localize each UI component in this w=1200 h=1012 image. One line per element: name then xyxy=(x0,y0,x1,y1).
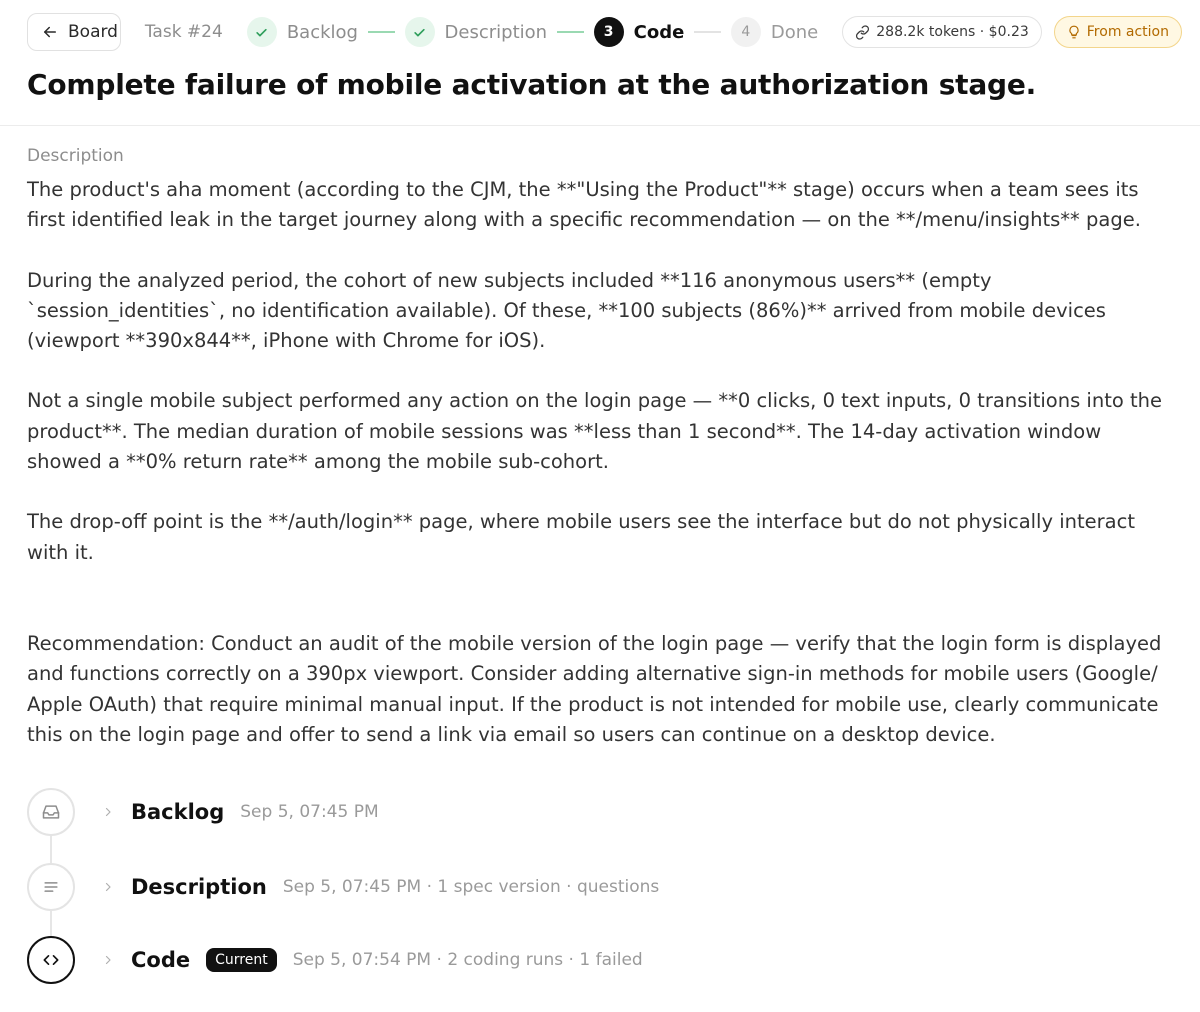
check-icon xyxy=(405,17,435,47)
timeline-item-backlog[interactable] xyxy=(27,788,379,836)
description-paragraph: During the analyzed period, the cohort of new subjects included **116 anonymous users** (empty `session_identities`, no identification available). Of these, **100 subjects (86%)** arrived from mobile devices (viewport **390x844**, iPhone with Chrome for iOS). xyxy=(27,268,1106,353)
step-number: 3 xyxy=(594,17,624,47)
step-label: Code xyxy=(633,21,685,43)
header-divider xyxy=(0,125,1200,126)
step-label: Done xyxy=(770,21,819,43)
chevron-right-icon[interactable] xyxy=(101,953,115,967)
step-description[interactable] xyxy=(405,17,548,47)
timeline-connector xyxy=(50,836,52,863)
chevron-right-icon[interactable] xyxy=(101,805,115,819)
back-to-board-button[interactable] xyxy=(27,13,121,51)
arrow-left-icon xyxy=(41,23,59,41)
step-done[interactable] xyxy=(731,17,818,47)
description-paragraph: Not a single mobile subject performed any action on the login page — **0 clicks, 0 text inputs, 0 transitions into the product**. The median duration of mobile sessions was **less than 1 second**. The 14-day activation window showed a **0% return rate** among the mobile sub-cohort. xyxy=(27,389,1162,474)
check-icon xyxy=(247,17,277,47)
token-usage-text: 288.2k tokens · $0.23 xyxy=(876,24,1029,40)
timeline-item-meta: Sep 5, 07:45 PM xyxy=(240,802,379,822)
chevron-right-icon[interactable] xyxy=(101,880,115,894)
lightbulb-icon xyxy=(1067,25,1081,39)
link-icon xyxy=(855,25,870,40)
step-connector xyxy=(557,31,584,33)
from-action-button[interactable] xyxy=(1054,16,1182,48)
lines-icon xyxy=(27,863,75,911)
timeline-item-title: Description xyxy=(131,875,267,899)
timeline-item-code[interactable] xyxy=(27,936,643,984)
task-id: Task #24 xyxy=(144,22,223,42)
description-paragraph: The drop-off point is the **/auth/login** page, where mobile users see the interface but do not physically interact with it. xyxy=(27,510,1135,564)
token-usage-badge xyxy=(842,16,1042,48)
description-label: Description xyxy=(27,146,124,166)
code-icon xyxy=(27,936,75,984)
description-paragraph: Recommendation: Conduct an audit of the mobile version of the login page — verify that the login form is displayed and functions correctly on a 390px viewport. Consider adding alternative sign-in methods for mobile users (Google/ Apple OAuth) that require minimal manual input. If the product is not intended for mobile use, clearly communicate this on the login page and offer to send a link via email so users can continue on a desktop device. xyxy=(27,631,1162,746)
stage-timeline xyxy=(27,788,1027,998)
step-label: Backlog xyxy=(286,21,358,43)
step-backlog[interactable] xyxy=(247,17,358,47)
step-connector xyxy=(368,31,395,33)
timeline-item-meta: Sep 5, 07:54 PM · 2 coding runs · 1 failed xyxy=(292,950,643,970)
page-title: Complete failure of mobile activation at the authorization stage. xyxy=(27,68,1037,101)
step-connector xyxy=(694,31,721,33)
top-bar xyxy=(27,13,1182,51)
current-badge: Current xyxy=(206,948,277,972)
back-button-label: Board xyxy=(68,22,118,42)
timeline-item-meta: Sep 5, 07:45 PM · 1 spec version · questions xyxy=(282,877,660,897)
step-code[interactable] xyxy=(594,17,685,47)
description-paragraph: The product's aha moment (according to the CJM, the **"Using the Product"** stage) occurs when a team sees its first identified leak in the target journey along with a specific recommendation — on the **/menu/insights** page. xyxy=(27,178,1141,232)
description-body xyxy=(27,175,1177,750)
step-number: 4 xyxy=(731,17,761,47)
timeline-item-description[interactable] xyxy=(27,863,659,911)
timeline-item-title: Backlog xyxy=(131,800,225,824)
from-action-label: From action xyxy=(1086,24,1169,40)
inbox-icon xyxy=(27,788,75,836)
timeline-item-title: Code xyxy=(131,948,191,972)
step-label: Description xyxy=(444,21,548,43)
timeline-connector xyxy=(50,909,52,936)
